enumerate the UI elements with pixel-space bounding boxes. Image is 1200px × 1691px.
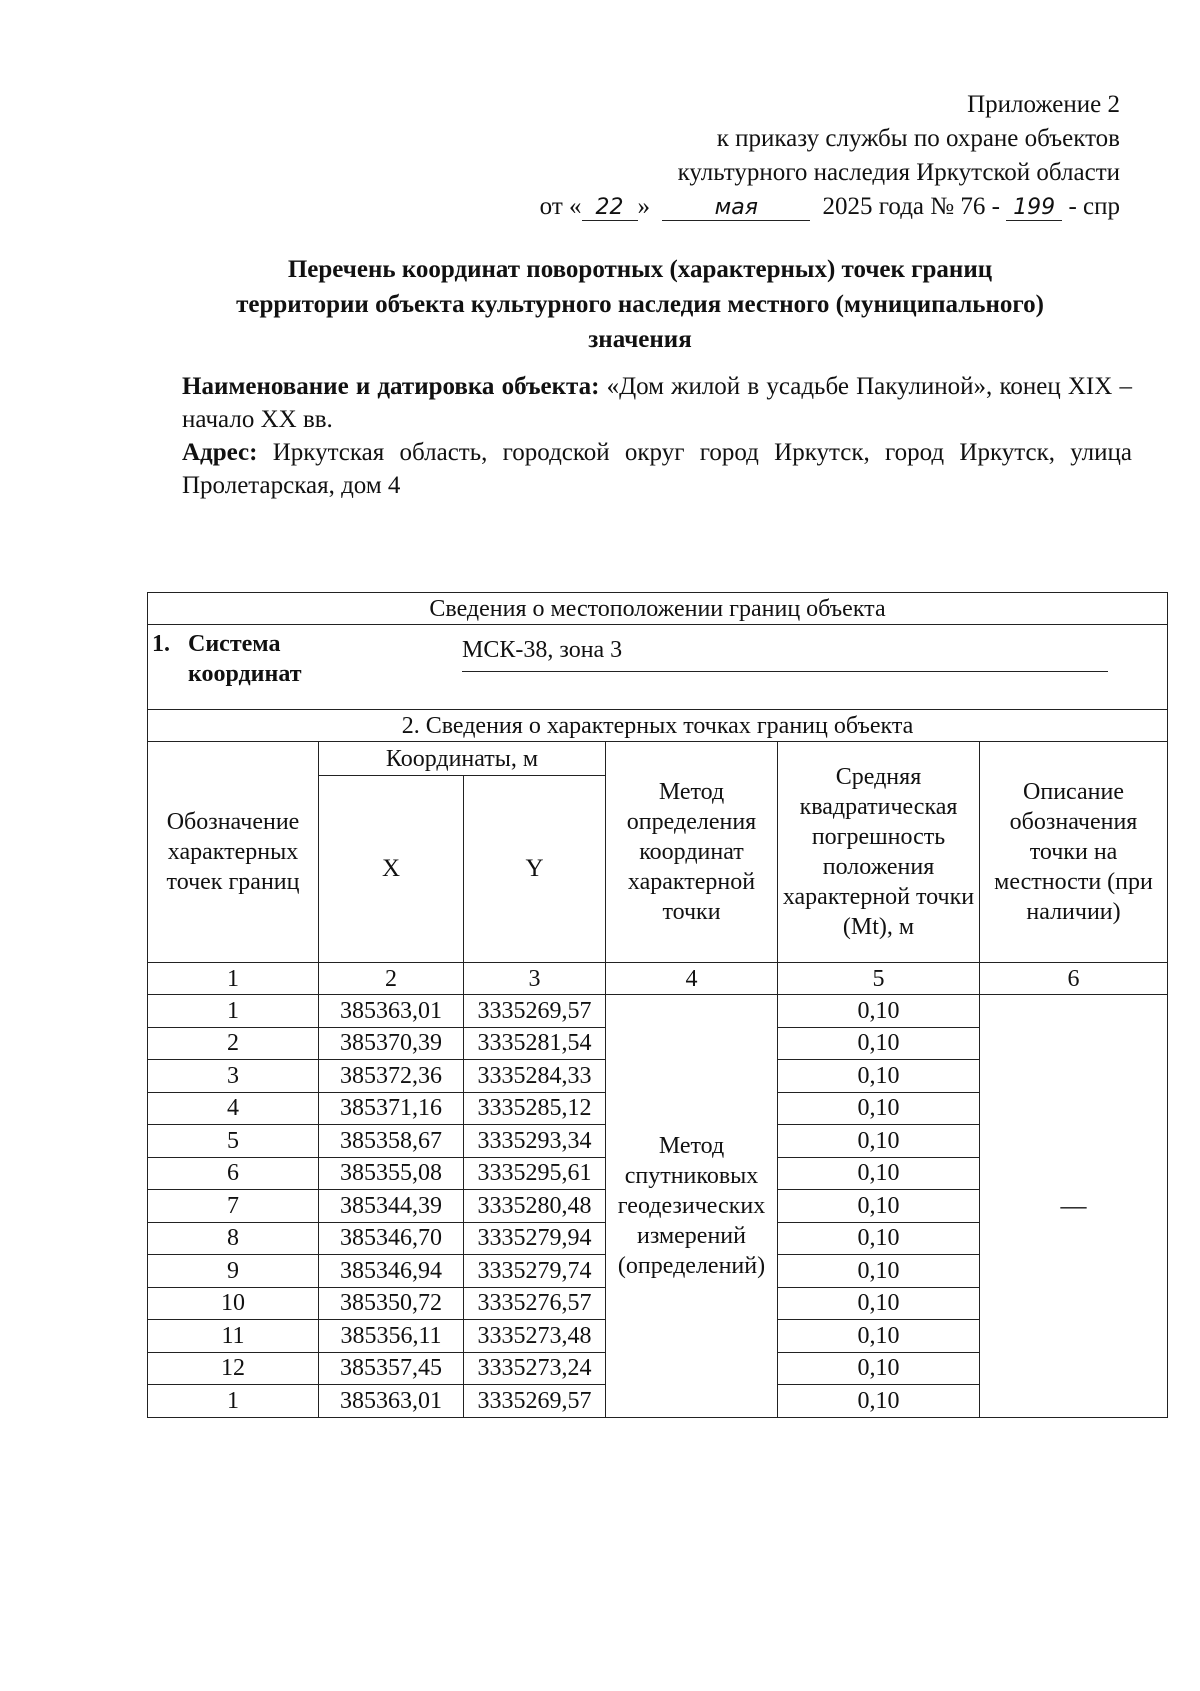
header-x: X: [319, 776, 464, 963]
header-y: Y: [464, 776, 606, 963]
system-value: МСК-38, зона 3: [462, 635, 1108, 672]
system-number: 1.: [152, 631, 170, 657]
col-number-5: 5: [778, 963, 980, 995]
point-cell: 7: [148, 1190, 319, 1223]
error-cell: 0,10: [778, 1222, 980, 1255]
system-label-line-2: координат: [188, 661, 302, 687]
error-cell: 0,10: [778, 1255, 980, 1288]
error-cell: 0,10: [778, 1092, 980, 1125]
error-cell: 0,10: [778, 1320, 980, 1353]
object-name: [182, 370, 1132, 436]
y-cell: 3335279,74: [464, 1255, 606, 1288]
x-cell: 385350,72: [319, 1287, 464, 1320]
y-cell: 3335285,12: [464, 1092, 606, 1125]
error-cell: 0,10: [778, 1385, 980, 1418]
y-cell: 3335284,33: [464, 1060, 606, 1093]
object-name-value: «Дом жилой в усадьбе Пакулиной», конец XIX – начало XX вв.: [182, 373, 1132, 433]
error-cell: 0,10: [778, 1125, 980, 1158]
x-cell: 385371,16: [319, 1092, 464, 1125]
y-cell: 3335293,34: [464, 1125, 606, 1158]
appendix-line-2: к приказу службы по охране объектов: [716, 125, 1120, 152]
coordinates-table: [147, 592, 1168, 1418]
error-cell: 0,10: [778, 995, 980, 1028]
date-mid: »: [637, 193, 651, 220]
col-number-2: 2: [319, 963, 464, 995]
year-part: 2025 года № 76 -: [822, 193, 1000, 220]
header-error: Средняя квадратическая погрешность положения характерной точки (Mt), м: [778, 742, 980, 963]
header-row-1: [148, 742, 1168, 776]
y-cell: 3335280,48: [464, 1190, 606, 1223]
appendix-line-3: культурного наследия Иркутской области: [677, 159, 1120, 186]
x-cell: 385356,11: [319, 1320, 464, 1353]
appendix-date-line: [540, 190, 1120, 224]
y-cell: 3335279,94: [464, 1222, 606, 1255]
x-cell: 385363,01: [319, 1385, 464, 1418]
order-suffix: - спр: [1068, 193, 1120, 220]
column-numbers-row: [148, 963, 1168, 995]
method-cell: Метод спутниковых геодезических измерений (определений): [606, 995, 778, 1418]
object-info: [182, 370, 1132, 502]
point-cell: 8: [148, 1222, 319, 1255]
x-cell: 385344,39: [319, 1190, 464, 1223]
system-label-line-1: Система: [188, 631, 281, 657]
title-line-2: территории объекта культурного наследия местного (муниципального): [236, 291, 1044, 318]
system-label: [188, 629, 302, 689]
error-cell: 0,10: [778, 1352, 980, 1385]
y-cell: 3335269,57: [464, 1385, 606, 1418]
point-cell: 4: [148, 1092, 319, 1125]
description-cell: —: [980, 995, 1168, 1418]
point-cell: 9: [148, 1255, 319, 1288]
x-cell: 385357,45: [319, 1352, 464, 1385]
point-cell: 10: [148, 1287, 319, 1320]
coordinate-system-row: [148, 625, 1168, 710]
col-number-1: 1: [148, 963, 319, 995]
x-cell: 385370,39: [319, 1027, 464, 1060]
point-cell: 5: [148, 1125, 319, 1158]
handwritten-day: 22: [582, 196, 638, 221]
date-prefix: от «: [539, 193, 582, 220]
appendix-line-1: Приложение 2: [967, 91, 1120, 118]
col-number-4: 4: [606, 963, 778, 995]
title-line-3: значения: [588, 326, 692, 353]
error-cell: 0,10: [778, 1060, 980, 1093]
col-number-6: 6: [980, 963, 1168, 995]
section-title: Сведения о местоположении границ объекта: [148, 593, 1168, 625]
section-title-row: [148, 593, 1168, 625]
header-description: Описание обозначения точки на местности (при наличии): [980, 742, 1168, 963]
object-address: [182, 436, 1132, 502]
point-cell: 1: [148, 1385, 319, 1418]
point-cell: 12: [148, 1352, 319, 1385]
x-cell: 385346,70: [319, 1222, 464, 1255]
address-value: Иркутская область, городской округ город Иркутск, город Иркутск, улица Пролетарская, дом 4: [182, 439, 1133, 499]
y-cell: 3335281,54: [464, 1027, 606, 1060]
error-cell: 0,10: [778, 1287, 980, 1320]
handwritten-number: 199: [1006, 196, 1062, 221]
y-cell: 3335276,57: [464, 1287, 606, 1320]
y-cell: 3335273,48: [464, 1320, 606, 1353]
x-cell: 385372,36: [319, 1060, 464, 1093]
x-cell: 385355,08: [319, 1157, 464, 1190]
points-title-row: [148, 710, 1168, 742]
col-number-3: 3: [464, 963, 606, 995]
header-method: Метод определения координат характерной точки: [606, 742, 778, 963]
point-cell: 1: [148, 995, 319, 1028]
appendix-block: [540, 88, 1120, 224]
point-cell: 2: [148, 1027, 319, 1060]
title-line-1: Перечень координат поворотных (характерных) точек границ: [287, 256, 993, 283]
table-row: [148, 995, 1168, 1028]
error-cell: 0,10: [778, 1157, 980, 1190]
address-label: Адрес:: [182, 439, 258, 466]
object-name-label: Наименование и датировка объекта:: [182, 373, 600, 400]
header-coords: Координаты, м: [319, 742, 606, 776]
x-cell: 385363,01: [319, 995, 464, 1028]
point-cell: 3: [148, 1060, 319, 1093]
document-title: [150, 252, 1130, 357]
y-cell: 3335273,24: [464, 1352, 606, 1385]
coordinate-system-cell: [148, 625, 1168, 710]
error-cell: 0,10: [778, 1027, 980, 1060]
point-cell: 6: [148, 1157, 319, 1190]
x-cell: 385346,94: [319, 1255, 464, 1288]
y-cell: 3335269,57: [464, 995, 606, 1028]
handwritten-month: мая: [662, 196, 810, 221]
x-cell: 385358,67: [319, 1125, 464, 1158]
points-title: 2. Сведения о характерных точках границ объекта: [148, 710, 1168, 742]
y-cell: 3335295,61: [464, 1157, 606, 1190]
error-cell: 0,10: [778, 1190, 980, 1223]
point-cell: 11: [148, 1320, 319, 1353]
header-designation: Обозначение характерных точек границ: [148, 742, 319, 963]
